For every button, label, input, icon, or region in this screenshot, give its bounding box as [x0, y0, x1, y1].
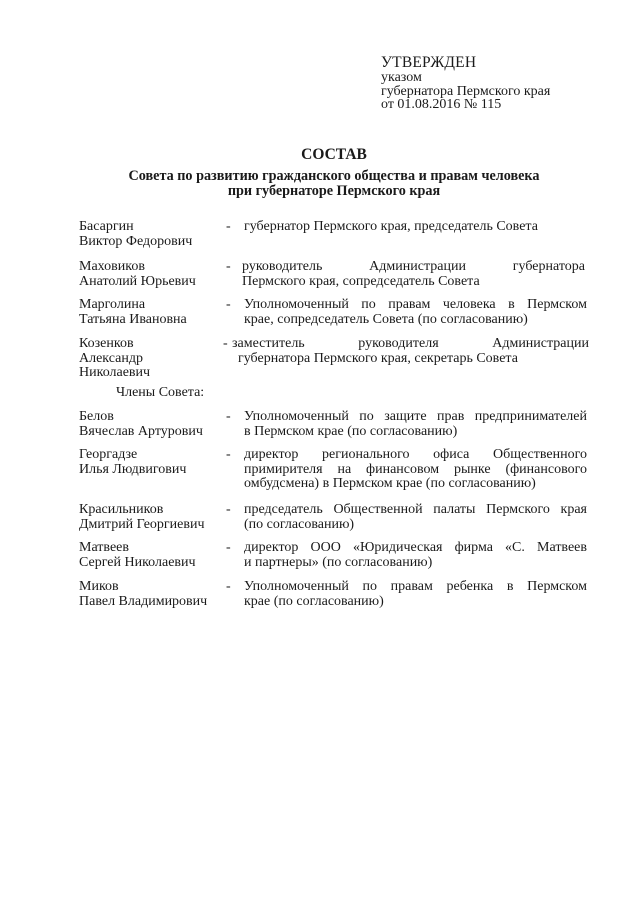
- surname: Марголина: [79, 297, 146, 312]
- surname: Миков: [79, 579, 119, 594]
- member-role: [232, 337, 589, 366]
- document-subtitle: [0, 169, 640, 198]
- members-section-label: Члены Совета:: [116, 385, 205, 400]
- approval-line: губернатора Пермского края: [381, 83, 551, 99]
- role-line: (по согласованию): [244, 516, 355, 532]
- given-names: Илья Людвигович: [79, 461, 187, 477]
- given-names: Павел Владимирович: [79, 593, 208, 609]
- role-line: губернатор Пермского края, председатель Совета: [244, 219, 538, 234]
- role-line: омбудсмена) в Пермском крае (по согласованию): [244, 476, 536, 491]
- role-line: директор регионального офиса Общественного: [244, 447, 587, 462]
- role-line: Уполномоченный по защите прав предпринимателей: [244, 409, 587, 424]
- dash: -: [226, 540, 231, 555]
- given-names: Александр: [79, 350, 143, 366]
- patronymic: Николаевич: [79, 365, 151, 380]
- role-line: руководитель Администрации губернатора: [242, 259, 585, 274]
- approval-heading: УТВЕРЖДЕН: [381, 54, 477, 71]
- member-name: [79, 337, 229, 381]
- given-names: Виктор Федорович: [79, 233, 193, 249]
- member-role: [244, 220, 587, 235]
- member-name: [79, 410, 229, 439]
- member-name: [79, 298, 229, 327]
- role-line: в Пермском крае (по согласованию): [244, 423, 458, 439]
- role-line: Пермского края, сопредседатель Совета: [242, 273, 480, 289]
- surname: Маховиков: [79, 259, 145, 274]
- dash: -: [226, 297, 231, 312]
- dash: -: [226, 409, 231, 424]
- approval-line: от 01.08.2016 № 115: [381, 97, 502, 112]
- given-names: Татьяна Ивановна: [79, 311, 187, 327]
- given-names: Дмитрий Георгиевич: [79, 516, 205, 532]
- subtitle-line: при губернаторе Пермского края: [227, 182, 441, 199]
- member-name: [79, 503, 229, 532]
- member-role: [242, 260, 585, 289]
- role-line: Уполномоченный по правам человека в Пермском: [244, 297, 587, 312]
- surname: Козенков: [79, 336, 134, 351]
- given-names: Сергей Николаевич: [79, 554, 196, 570]
- member-role: [244, 541, 587, 570]
- member-role: [244, 298, 587, 327]
- surname: Басаргин: [79, 219, 134, 234]
- member-name: [79, 541, 229, 570]
- dash: -: [226, 579, 231, 594]
- given-names: Вячеслав Артурович: [79, 423, 203, 439]
- dash: -: [226, 259, 231, 274]
- member-role: [244, 410, 587, 439]
- dash: -: [226, 447, 231, 462]
- given-names: Анатолий Юрьевич: [79, 273, 196, 289]
- role-line: директор ООО «Юридическая фирма «С. Матвеев: [244, 540, 587, 555]
- dash: -: [226, 219, 231, 234]
- member-name: [79, 448, 229, 477]
- role-line: заместитель руководителя Администрации: [232, 336, 589, 351]
- role-line: Уполномоченный по правам ребенка в Пермском: [244, 579, 587, 594]
- surname: Матвеев: [79, 540, 129, 555]
- role-line: и партнеры» (по согласованию): [244, 554, 433, 570]
- member-role: [244, 448, 587, 492]
- document-title: СОСТАВ: [301, 146, 367, 163]
- role-line: крае (по согласованию): [244, 593, 384, 609]
- member-role: [244, 580, 587, 609]
- member-name: [79, 220, 229, 249]
- surname: Георгадзе: [79, 447, 138, 462]
- member-name: [79, 260, 229, 289]
- subtitle-line: Совета по развитию гражданского общества и правам человека: [128, 168, 540, 184]
- role-line: председатель Общественной палаты Пермского края: [244, 502, 587, 517]
- role-line: крае, сопредседатель Совета (по согласованию): [244, 311, 528, 327]
- member-name: [79, 580, 229, 609]
- surname: Красильников: [79, 502, 164, 517]
- dash: -: [226, 502, 231, 517]
- approval-line: указом: [381, 70, 422, 85]
- role-line: примирителя на финансовом рынке (финансового: [244, 461, 587, 477]
- approval-stamp: [381, 55, 611, 112]
- dash: -: [223, 336, 228, 351]
- surname: Белов: [79, 409, 114, 424]
- role-line: губернатора Пермского края, секретарь Совета: [238, 350, 518, 366]
- member-role: [244, 503, 587, 532]
